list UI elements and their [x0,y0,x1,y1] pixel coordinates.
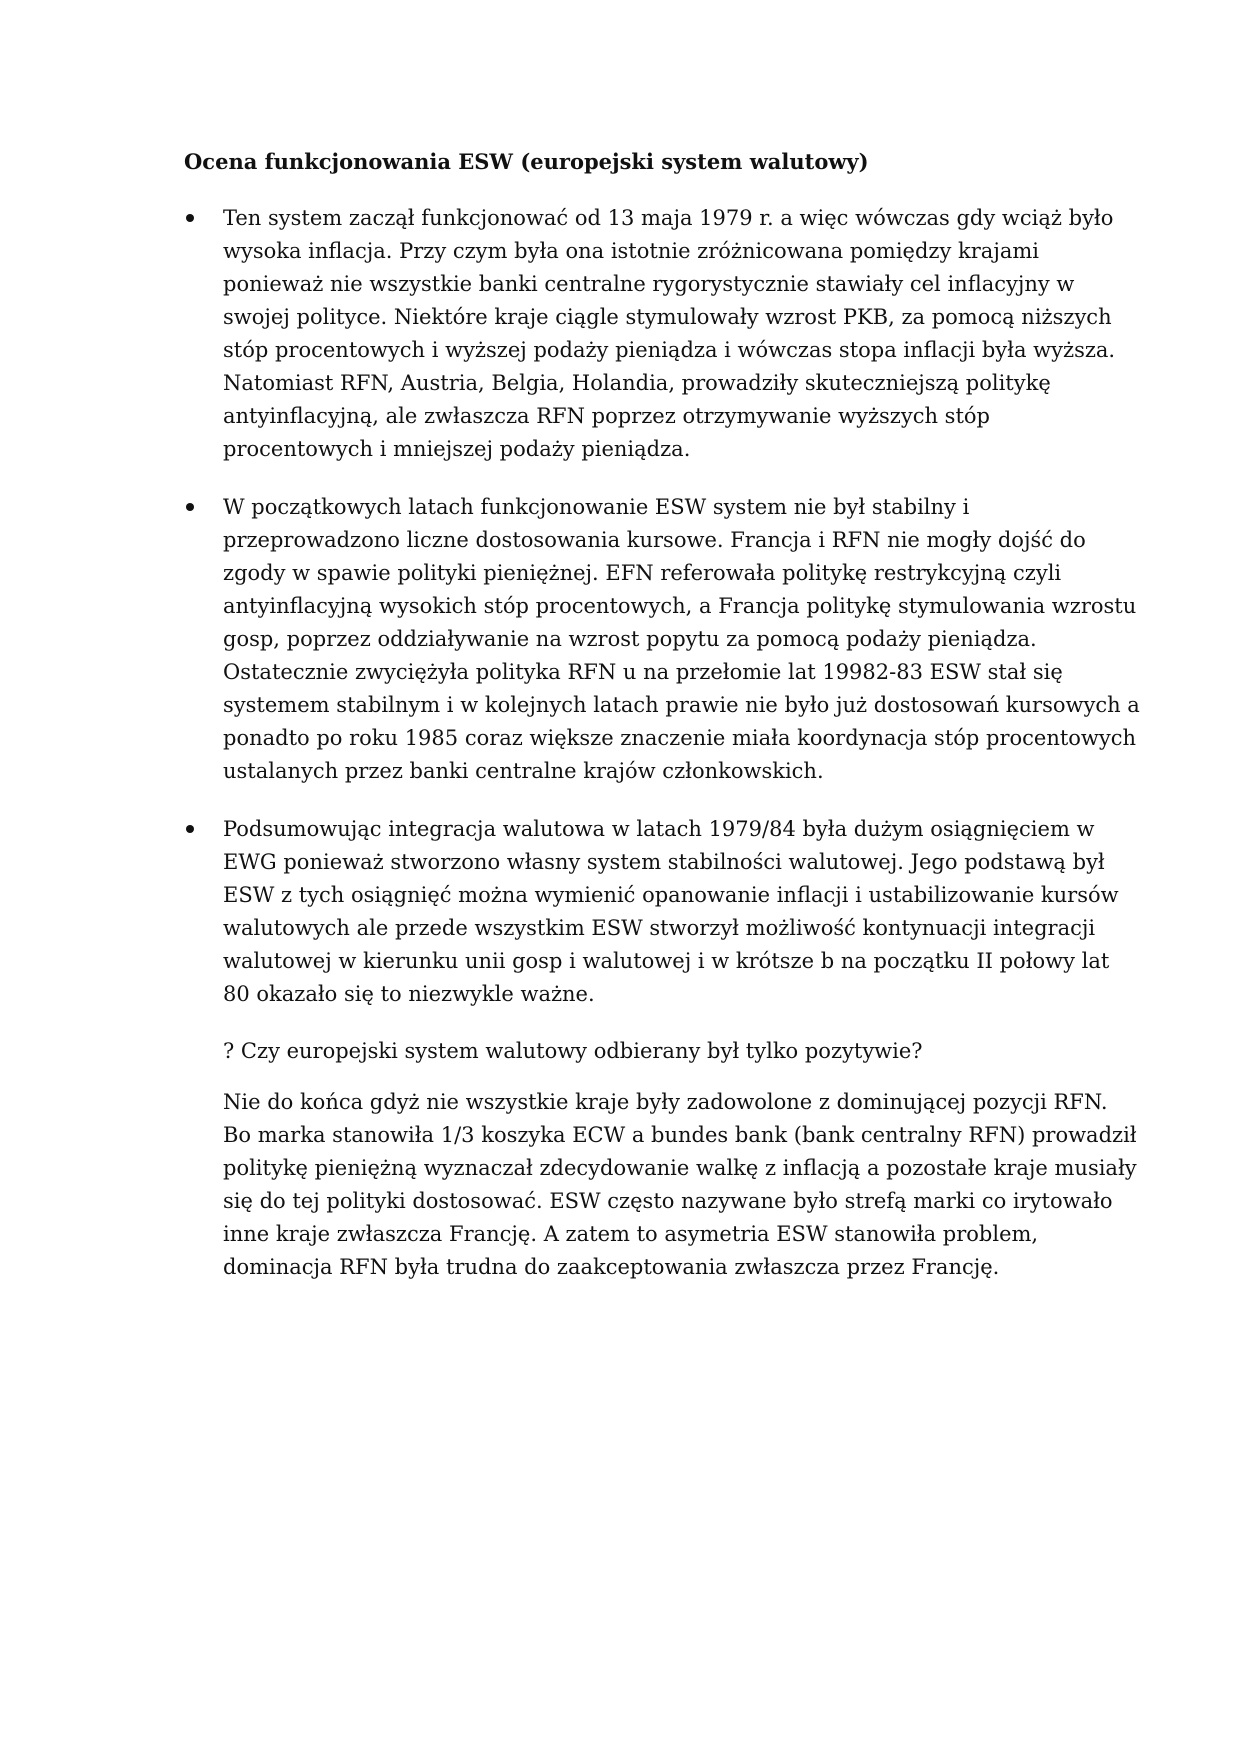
bullet-text [223,813,1119,1011]
text-line: się do tej polityki dostosować. ESW często nazywane było strefą marki co irytowało [223,1189,1113,1213]
text-line: ponadto po roku 1985 coraz większe znaczenie miała koordynacja stóp procentowych [223,726,1137,750]
text-line: Natomiast RFN, Austria, Belgia, Holandia, prowadziły skuteczniejszą politykę [223,371,1051,395]
text-line: Ostatecznie zwyciężyła polityka RFN u na przełomie lat 19982-83 ESW stał się [223,660,1063,684]
text-line: stóp procentowych i wyższej podaży pieniądza i wówczas stopa inflacji była wyższa. [223,338,1116,362]
text-line: procentowych i mniejszej podaży pieniądza. [223,437,691,461]
text-line: dominacja RFN była trudna do zaakceptowania zwłaszcza przez Francję. [223,1255,1000,1279]
text-line: Podsumowując integracja walutowa w latach 1979/84 była dużym osiągnięciem w [223,817,1095,841]
text-line: Nie do końca gdyż nie wszystkie kraje były zadowolone z dominującej pozycji RFN. [223,1090,1108,1114]
bullet-icon [186,214,194,222]
question-text: ? Czy europejski system walutowy odbierany był tylko pozytywie? [223,1039,923,1063]
text-line: przeprowadzono liczne dostosowania kursowe. Francja i RFN nie mogły dojść do [223,528,1086,552]
text-line: W początkowych latach funkcjonowanie ESW system nie był stabilny i [223,495,970,519]
text-line: 80 okazało się to niezwykle ważne. [223,982,595,1006]
text-line: walutowej w kierunku unii gosp i walutowej i w krótsze b na początku II połowy lat [223,949,1110,973]
text-line: swojej polityce. Niektóre kraje ciągle stymulowały wzrost PKB, za pomocą niższych [223,305,1112,329]
bullet-icon [186,503,194,511]
answer-paragraph [223,1086,1137,1284]
text-line: systemem stabilnym i w kolejnych latach prawie nie było już dostosowań kursowych a [223,693,1140,717]
text-line: ustalanych przez banki centralne krajów członkowskich. [223,759,824,783]
text-line: ESW z tych osiągnięć można wymienić opanowanie inflacji i ustabilizowanie kursów [223,883,1119,907]
text-line: antyinflacyjną wysokich stóp procentowych, a Francja politykę stymulowania wzrostu [223,594,1137,618]
text-line: Bo marka stanowiła 1/3 koszyka ECW a bundes bank (bank centralny RFN) prowadził [223,1123,1137,1147]
question-paragraph [223,1035,923,1068]
document-title: Ocena funkcjonowania ESW (europejski system walutowy) [184,149,869,174]
bullet-text [223,202,1115,466]
text-line: inne kraje zwłaszcza Francję. A zatem to asymetria ESW stanowiła problem, [223,1222,1039,1246]
text-line: EWG ponieważ stworzono własny system stabilności walutowej. Jego podstawą był [223,850,1105,874]
text-line: antyinflacyjną, ale zwłaszcza RFN poprzez otrzymywanie wyższych stóp [223,404,990,428]
bullet-icon [186,825,194,833]
text-line: politykę pieniężną wyznaczał zdecydowanie walkę z inflacją a pozostałe kraje musiały [223,1156,1137,1180]
text-line: gosp, poprzez oddziaływanie na wzrost popytu za pomocą podaży pieniądza. [223,627,1037,651]
text-line: Ten system zaczął funkcjonować od 13 maja 1979 r. a więc wówczas gdy wciąż było [223,206,1114,230]
text-line: zgody w spawie polityki pieniężnej. EFN referowała politykę restrykcyjną czyli [223,561,1062,585]
text-line: wysoka inflacja. Przy czym była ona istotnie zróżnicowana pomiędzy krajami [223,239,1039,263]
text-line: ponieważ nie wszystkie banki centralne rygorystycznie stawiały cel inflacyjny w [223,272,1075,296]
bullet-text [223,491,1140,788]
text-line: walutowych ale przede wszystkim ESW stworzył możliwość kontynuacji integracji [223,916,1096,940]
